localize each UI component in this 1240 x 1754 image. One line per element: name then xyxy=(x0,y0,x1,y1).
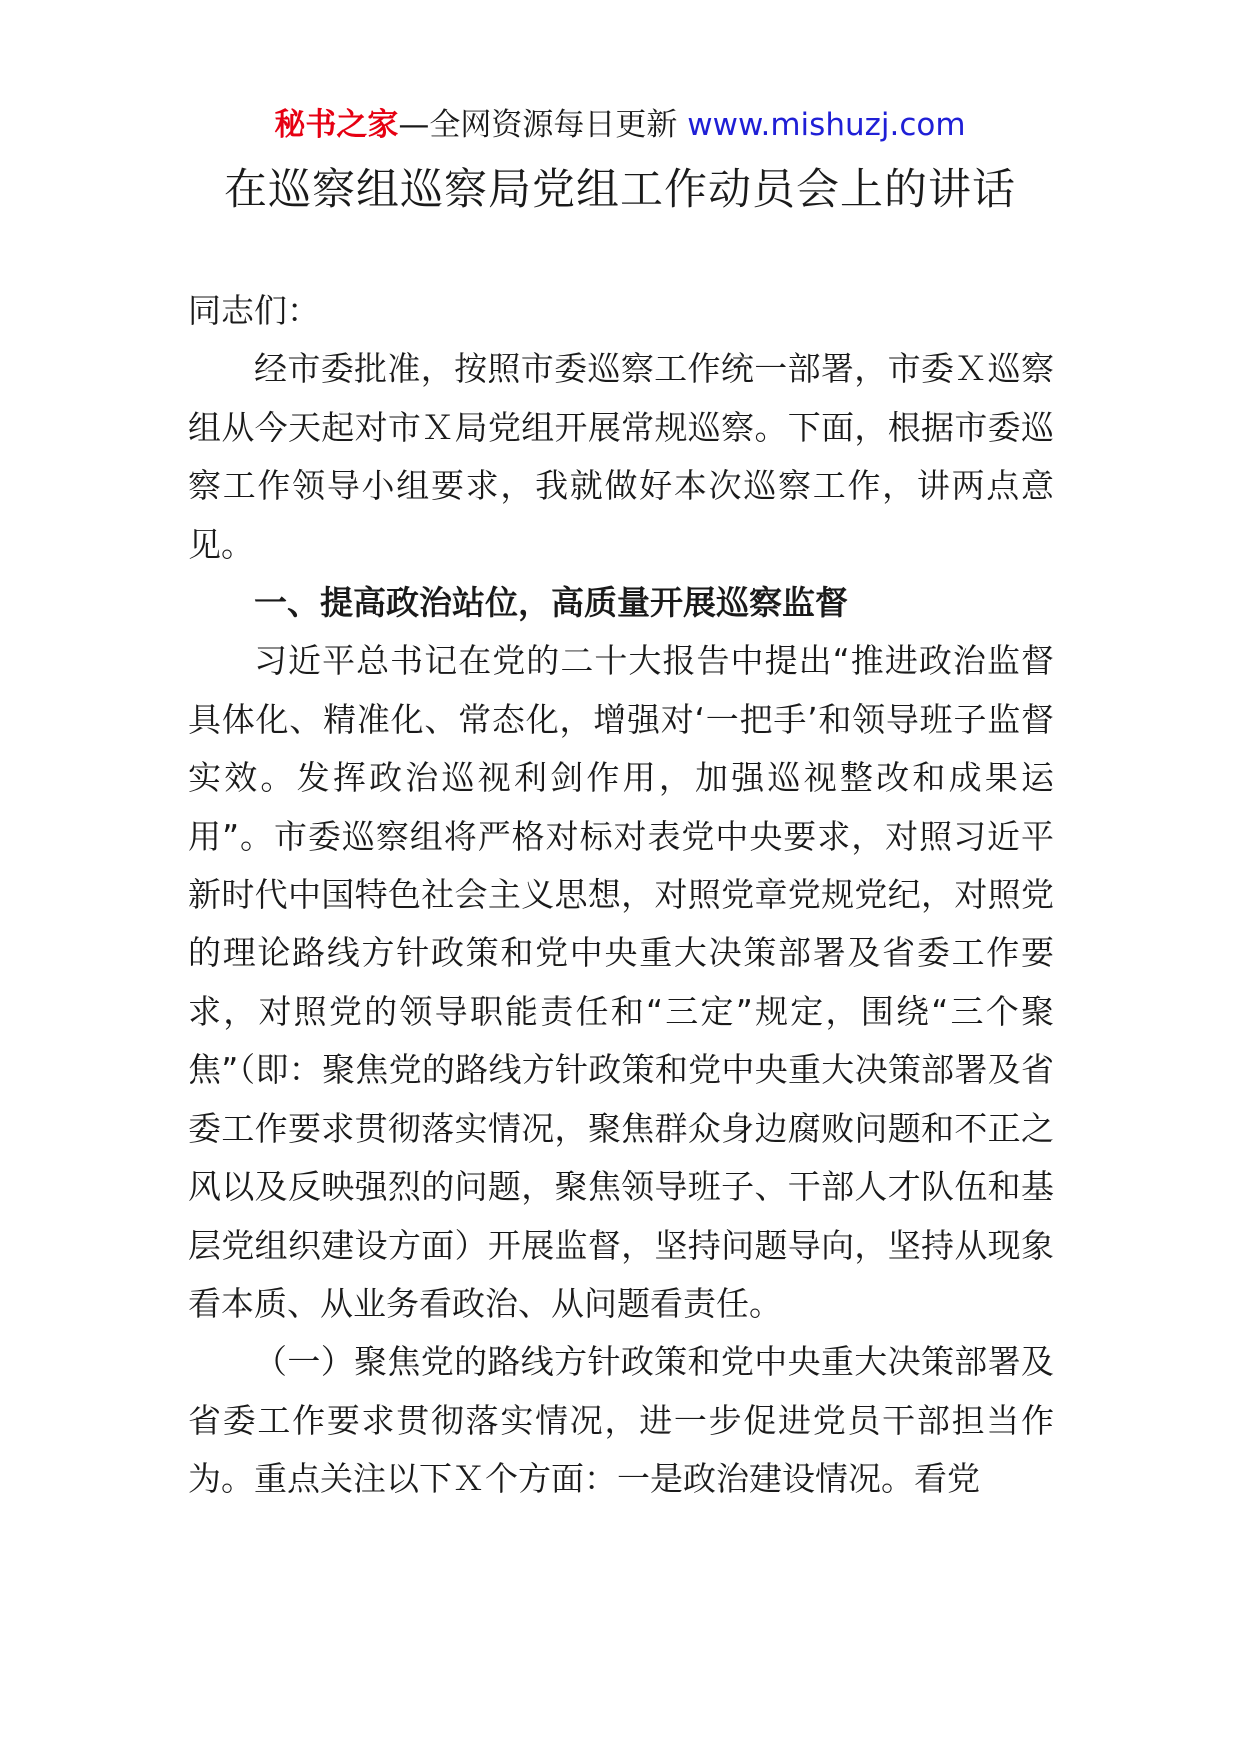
document-title: 在巡察组巡察局党组工作动员会上的讲话 xyxy=(224,165,1016,215)
paragraph-subsection-1: （一）聚焦党的路线方针政策和党中央重大决策部署及省委工作要求贯彻落实情况，进一步促进党员干部担当作为。重点关注以下Ｘ个方面：一是政治建设情况。看党 xyxy=(188,1342,1054,1499)
paragraph-intro: 经市委批准，按照市委巡察工作统一部署，市委Ｘ巡察组从今天起对市Ｘ局党组开展常规巡察。下面，根据市委巡察工作领导小组要求，我就做好本次巡察工作，讲两点意见。 xyxy=(188,349,1054,564)
site-url-link[interactable]: www.mishuzj.com xyxy=(687,107,966,143)
site-tagline: —全网资源每日更新 xyxy=(398,107,678,143)
section-heading-1: 一、提高政治站位，高质量开展巡察监督 xyxy=(254,583,848,623)
site-header xyxy=(0,100,1240,150)
paragraph-political-supervision: 习近平总书记在党的二十大报告中提出“推进政治监督具体化、精准化、常态化，增强对‘一把手’和领导班子监督实效。发挥政治巡视利剑作用，加强巡视整改和成果运用”。市委巡察组将严格对标对表党中央要求，对照习近平新时代中国特色社会主义思想，对照党章党规党纪，对照党的理论路线方针政策和党中央重大决策部署及省委工作要求，对照党的领导职能责任和“三定”规定，围绕“三个聚焦”（即：聚焦党的路线方针政策和党中央重大决策部署及省委工作要求贯彻落实情况，聚焦群众身边腐败问题和不正之风以及反映强烈的问题，聚焦领导班子、干部人才队伍和基层党组织建设方面）开展监督，坚持问题导向，坚持从现象看本质、从业务看政治、从问题看责任。 xyxy=(188,641,1054,1323)
document-body xyxy=(188,282,1054,1509)
site-brand: 秘书之家 xyxy=(274,107,399,143)
salutation: 同志们： xyxy=(188,291,320,330)
